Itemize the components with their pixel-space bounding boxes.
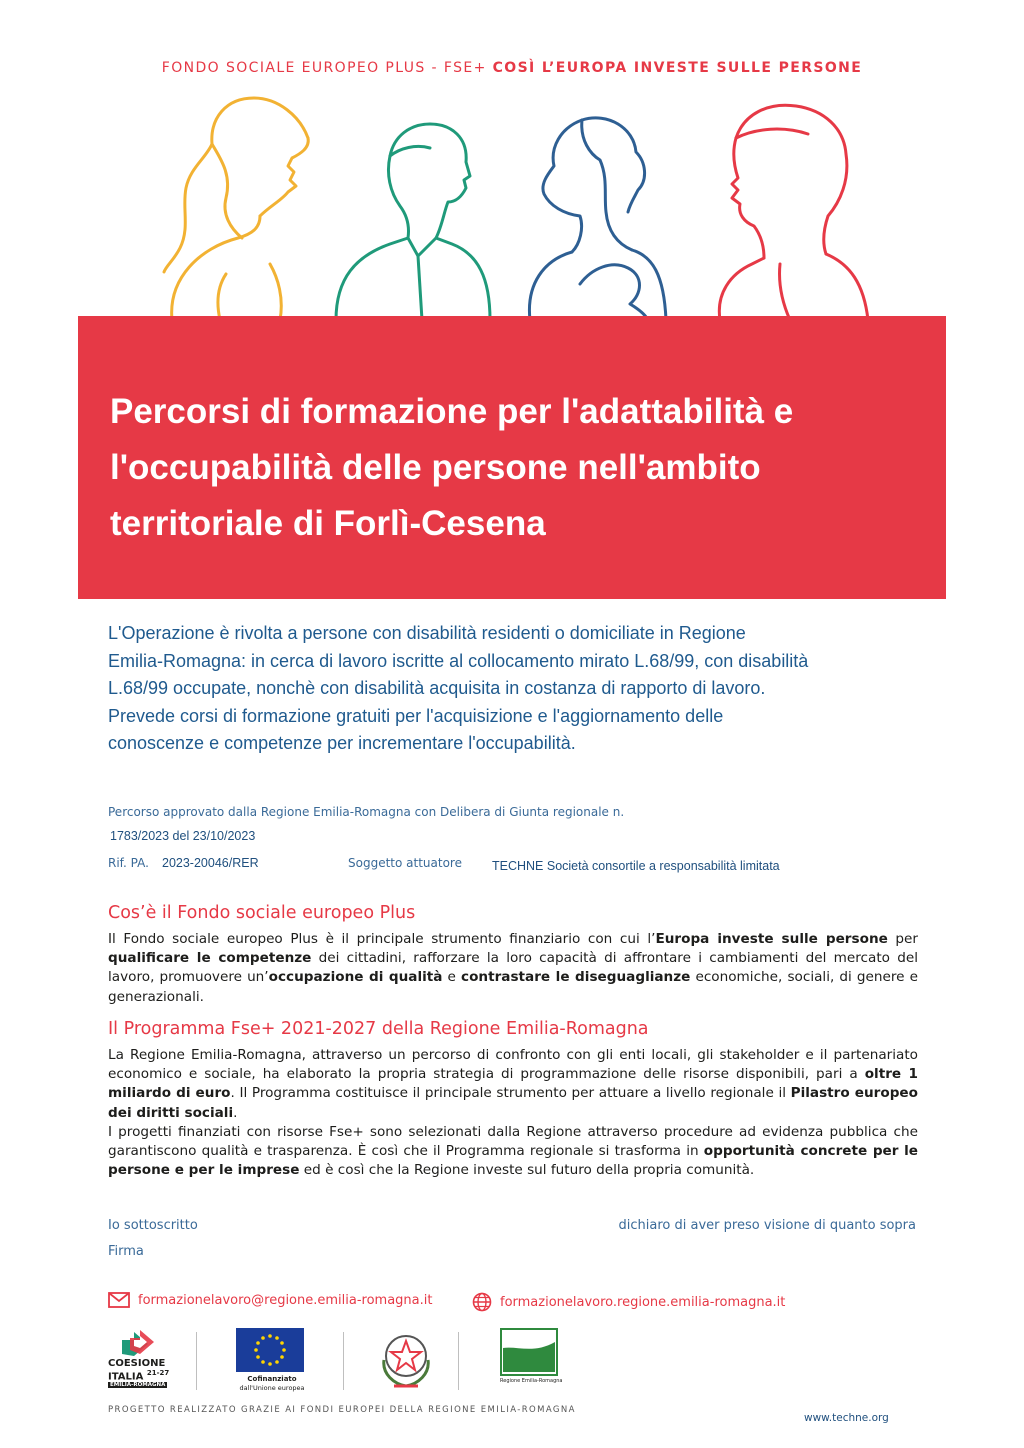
eu-flag-icon	[236, 1328, 304, 1372]
declaration-label: dichiaro di aver preso visione di quanto sopra	[618, 1218, 916, 1233]
eu-text-1: Cofinanziato	[247, 1375, 297, 1383]
page-title	[110, 384, 940, 552]
title-banner	[78, 316, 946, 599]
title-line-2: l'occupabilità delle persone nell'ambito	[110, 448, 761, 487]
s1-bold-1: Europa investe sulle persone	[655, 931, 888, 947]
section2-title: Il Programma Fse+ 2021-2027 della Regione Emilia-Romagna	[108, 1019, 649, 1039]
section1-text	[108, 930, 918, 1007]
email-contact[interactable]	[108, 1292, 432, 1308]
coesione-years: 21-27	[146, 1369, 170, 1377]
figure-yellow	[164, 98, 308, 320]
figure-red	[719, 105, 868, 320]
italian-republic-emblem-icon	[376, 1330, 436, 1392]
footer-website[interactable]: www.techne.org	[804, 1412, 889, 1424]
intro-line-3: L.68/99 occupate, nonchè con disabilità acquisita in costanza di rapporto di lavoro.	[108, 678, 766, 698]
s2-text-2: . Il Programma costituisce il principale strumento per attuare a livello regionale il	[230, 1085, 791, 1102]
globe-icon	[472, 1292, 492, 1312]
undersigned-label: Io sottoscritto	[108, 1218, 198, 1233]
intro-line-4: Prevede corsi di formazione gratuiti per l'acquisizione e l'aggiornamento delle	[108, 705, 724, 726]
rif-label: Rif. PA.	[108, 856, 149, 870]
mail-icon	[108, 1292, 130, 1308]
regione-text: Regione Emilia-Romagna	[500, 1378, 563, 1384]
people-illustration	[160, 88, 880, 320]
coesione-text-1: COESIONE	[108, 1358, 166, 1369]
s2-bold-2: Pilastro europeo dei diritti sociali	[108, 1085, 918, 1121]
header-slogan	[0, 60, 1024, 76]
s2-bold-1: oltre 1 miliardo di euro	[108, 1066, 918, 1102]
website-contact[interactable]	[472, 1292, 785, 1312]
title-line-3: territoriale di Forlì-Cesena	[110, 504, 546, 543]
eu-logo	[236, 1328, 308, 1396]
logos-row	[108, 1326, 578, 1396]
intro-line-2: Emilia-Romagna: in cerca di lavoro iscritte al collocamento mirato L.68/99, con disabilità	[108, 650, 809, 671]
approval-text: Percorso approvato dalla Regione Emilia-Romagna con Delibera di Giunta regionale n.	[108, 805, 625, 819]
coesione-text-2: ITALIA	[108, 1371, 144, 1383]
s1-bold-3: occupazione di qualità	[268, 969, 443, 986]
intro-paragraph	[108, 620, 928, 758]
s1-text-3: dei cittadini, rafforzare la loro capacità di affrontare i cambiamenti del mercato del lavoro, promuovere un’	[108, 950, 918, 986]
coesione-region: EMILIA-ROMAGNA	[110, 1382, 166, 1388]
logo-divider-1	[196, 1332, 197, 1390]
eu-text-2: dall'Unione europea	[239, 1384, 305, 1392]
section2-text	[108, 1046, 918, 1180]
soggetto-value: TECHNE Società consortile a responsabilità limitata	[492, 859, 780, 873]
s2-text-3: .	[233, 1104, 238, 1121]
s1-bold-4: contrastare le diseguaglianze	[461, 969, 691, 986]
intro-line-1: L'Operazione è rivolta a persone con disabilità residenti o domiciliate in Regione	[108, 623, 746, 643]
logo-divider-3	[458, 1332, 459, 1390]
s1-text-4: e	[442, 969, 462, 986]
soggetto-label: Soggetto attuatore	[348, 856, 462, 870]
s1-text-1: Il Fondo sociale europeo Plus è il principale strumento finanziario con cui l’	[108, 931, 656, 947]
s2-text-4: I progetti finanziati con risorse Fse+ sono selezionati dalla Regione attraverso procedure ad evidenza pubblica che garantiscono qualità e trasparenza. È così che il Programma regionale si trasforma in	[108, 1123, 918, 1160]
section1-title: Cos’è il Fondo sociale europeo Plus	[108, 903, 416, 923]
figure-green	[336, 124, 490, 320]
figure-blue	[529, 118, 666, 320]
regione-logo	[500, 1328, 564, 1396]
fund-label: FONDO SOCIALE EUROPEO PLUS - FSE+	[161, 60, 487, 76]
s1-text-5: economiche, sociali, di genere e generazionali.	[108, 969, 918, 1005]
coesione-text-2-wrap	[108, 1369, 169, 1382]
footer-note: PROGETTO REALIZZATO GRAZIE AI FONDI EUROPEI DELLA REGIONE EMILIA-ROMAGNA	[108, 1405, 576, 1415]
delibera-number: 1783/2023 del 23/10/2023	[110, 829, 256, 843]
signature-label: Firma	[108, 1244, 144, 1259]
s2-text-5: ed è così che la Regione investe sul futuro della propria comunità.	[299, 1162, 755, 1179]
website-link[interactable]: formazionelavoro.regione.emilia-romagna.it	[500, 1294, 786, 1310]
rif-value: 2023-20046/RER	[162, 856, 259, 870]
intro-line-5: conoscenze e competenze per incrementare l'occupabilità.	[108, 733, 576, 753]
coesione-logo	[108, 1326, 170, 1396]
slogan: COSÌ L’EUROPA INVESTE SULLE PERSONE	[492, 60, 863, 76]
title-line-1: Percorsi di formazione per l'adattabilità e	[110, 392, 794, 431]
logo-divider-2	[343, 1332, 344, 1390]
coesione-arrow-icon	[120, 1328, 156, 1356]
s1-text-2: per	[887, 931, 919, 947]
regione-emblem-icon	[500, 1328, 558, 1376]
s2-text-1: La Regione Emilia-Romagna, attraverso un percorso di confronto con gli enti locali, gli stakeholder e il partenariato economico e sociale, ha elaborato la propria strategia di programmazione delle risorse disponibili, pari a	[108, 1047, 918, 1083]
email-link[interactable]: formazionelavoro@regione.emilia-romagna.it	[138, 1292, 433, 1308]
s2-bold-3: opportunità concrete per le persone e per le imprese	[108, 1143, 918, 1179]
s1-bold-2: qualificare le competenze	[108, 950, 312, 967]
